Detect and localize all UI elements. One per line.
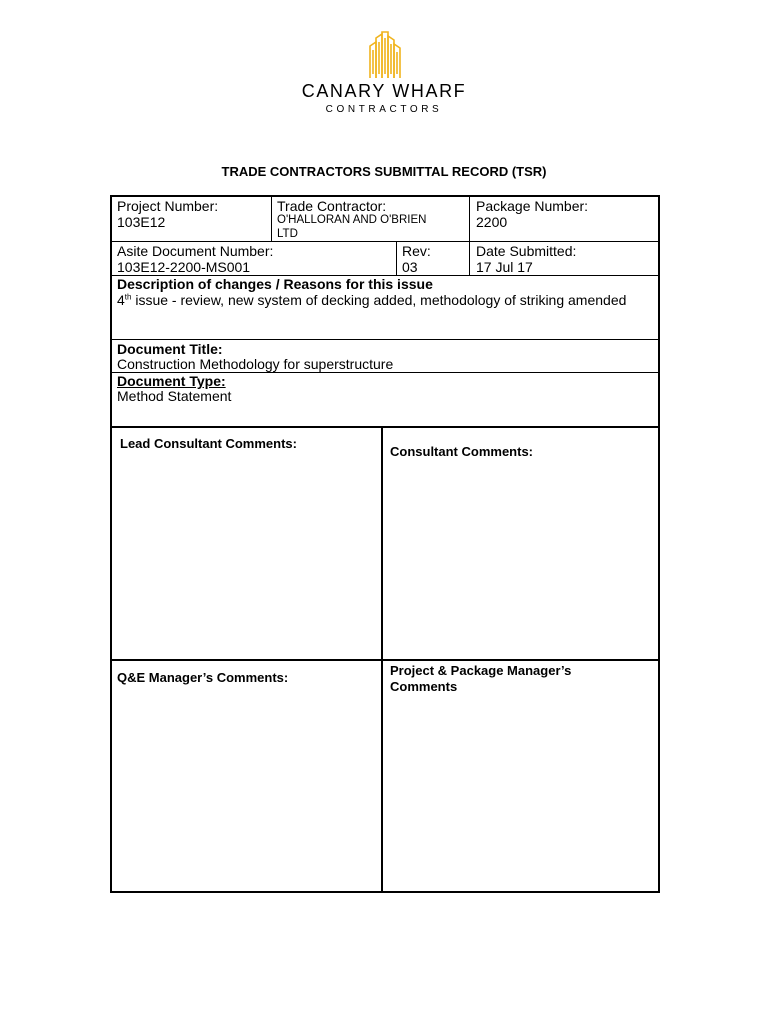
page-title: TRADE CONTRACTORS SUBMITTAL RECORD (TSR)	[221, 164, 547, 179]
canary-wharf-logo-icon	[366, 30, 406, 80]
project-package-manager-comments-label-line2: Comments	[390, 679, 458, 694]
description-label: Description of changes / Reasons for this issue	[117, 276, 433, 292]
brand-name: CANARY WHARF	[301, 81, 467, 101]
project-number-label: Project Number:	[117, 198, 219, 214]
package-number-value: 2200	[476, 214, 508, 230]
document-type-value: Method Statement	[117, 388, 232, 404]
document-type-label: Document Type:	[117, 373, 226, 389]
project-number-value: 103E12	[117, 214, 166, 230]
date-submitted-value: 17 Jul 17	[476, 259, 533, 275]
description-body: issue - review, new system of decking added, methodology of striking amended	[131, 292, 627, 308]
issue-number: 4	[117, 292, 125, 308]
asite-document-number-value: 103E12-2200-MS001	[117, 259, 251, 275]
project-package-manager-comments-label-line1: Project & Package Manager’s	[390, 663, 572, 678]
document-title-value: Construction Methodology for superstructure	[117, 356, 394, 372]
trade-contractor-label: Trade Contractor:	[277, 198, 387, 214]
trade-contractor-value-line2: LTD	[277, 228, 298, 240]
qe-manager-comments-label: Q&E Manager’s Comments:	[117, 670, 289, 685]
consultant-comments-label: Consultant Comments:	[390, 444, 533, 459]
rev-value: 03	[402, 259, 418, 275]
package-number-label: Package Number:	[476, 198, 589, 214]
document-title-label: Document Title:	[117, 341, 223, 357]
brand-sub: CONTRACTORS	[325, 104, 443, 115]
issue-suffix: th	[124, 292, 132, 302]
lead-consultant-comments-label: Lead Consultant Comments:	[120, 436, 297, 451]
rev-label: Rev:	[402, 243, 431, 259]
trade-contractor-value-line1: O'HALLORAN AND O'BRIEN	[277, 214, 427, 226]
asite-document-number-label: Asite Document Number:	[117, 243, 274, 259]
description-text	[117, 292, 626, 308]
date-submitted-label: Date Submitted:	[476, 243, 577, 259]
